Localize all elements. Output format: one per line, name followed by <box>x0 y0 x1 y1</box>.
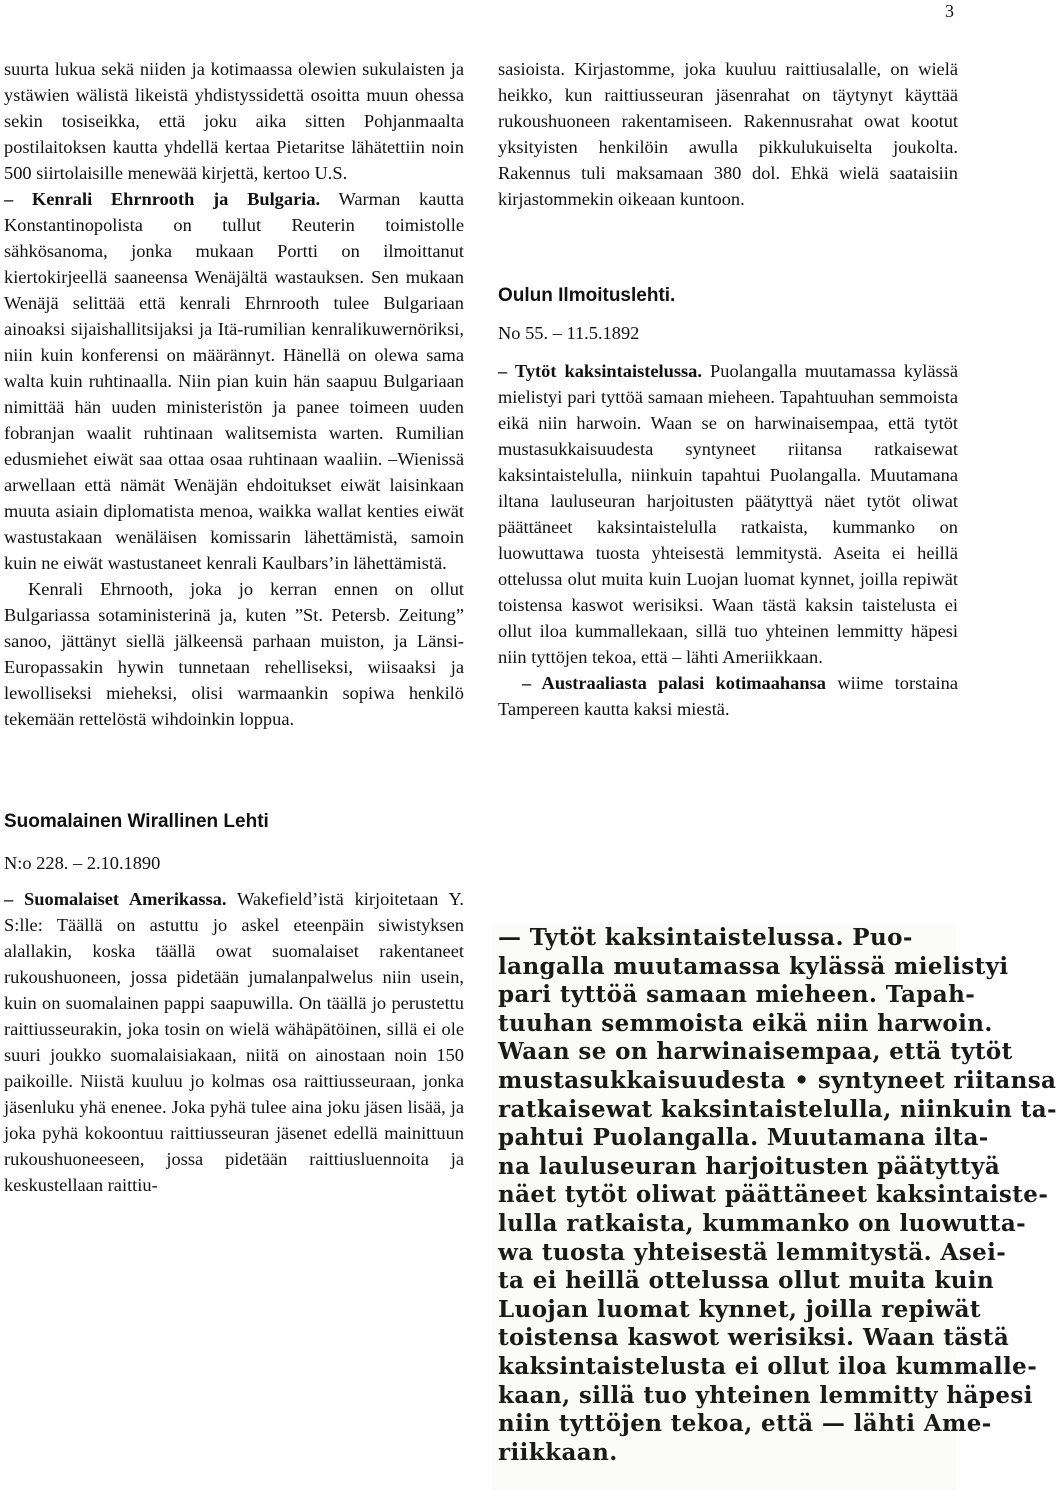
clipping-line: ratkaisewat kaksintaistelulla, niinkuin ta- <box>498 1095 1057 1123</box>
right-column <box>498 56 958 722</box>
clipping-line: ta ei heillä ottelussa ollut muita kuin <box>498 1267 995 1295</box>
article-headline: – Kenrali Ehrnrooth ja Bulgaria. <box>4 189 321 209</box>
clipping-line: mustasukkaisuudesta • syntyneet riitansa <box>498 1066 1057 1094</box>
clipping-line: Luojan luomat kynnet, joilla repiwät <box>498 1295 981 1323</box>
article-body: Wakefield’istä kirjoitetaan Y. S:lle: Täällä on astuttu jo askel eteenpäin siwistyksen alallakin, koska täällä owat suomalaiset rakentaneet rukoushuoneen, jossa pidetään jumalanpalwelus niin usein, kuin on suomalainen pappi saapuwilla. On täällä jo perustettu raittiusseurakin, joka tosin on wielä wähäpätöinen, sillä ei ole suuri joukko suomalaisiakaan, niitä on ainostaan noin 150 paikoille. Niistä kuuluu jo kolmas osa raittiusseuraan, jonka jäsenluku yhä enenee. Joka pyhä tulee aina joku jäsen lisää, ja joka pyhä kokoontuu raittiusseuran jäsenet edellä mainittuun rukoushuoneeseen, jossa pidetään raittiusluennoita ja keskustellaan raittiu- <box>4 889 464 1195</box>
clipping-line: kaan, sillä tuo yhteinen lemmitty häpesi <box>498 1381 1033 1409</box>
clipping-line: langalla muutamassa kylässä mielistyi <box>498 952 1009 980</box>
issue-number: No 55. – 11.5.1892 <box>498 323 640 343</box>
article-paragraph-2: Kenrali Ehrnooth, joka jo kerran ennen on ollut Bulgariassa sotaministerinä ja, kuten ”St. Petersb. Zeitung” sanoo, jättänyt siellä jälkeensä parhaan muiston, ja Länsi-Europassakin hywin tunnetaan rehelliseksi, wiisaaksi ja lewolliseksi mieheksi, olisi warmaankin sopiwa henkilö tekemään rettelöstä wihdoinkin loppua. <box>4 579 464 729</box>
continued-paragraph: sasioista. Kirjastomme, joka kuuluu raittiusalalle, on wielä heikko, kun raittiusseuran jäsenrahat on täytynyt käyttää rukoushuoneen rakentamiseen. Rakennusrahat owat kootut yksityisten henkilöin awulla pikkulukuiselta joukolta. Rakennus tuli maksamaan 380 dol. Ehkä wielä saataisiin kirjastommekin oikeaan kuntoon. <box>498 59 958 209</box>
clipping-line: pahtui Puolangalla. Muutamana ilta- <box>498 1124 989 1152</box>
clipping-line: wa tuosta yhteisestä lemmitystä. Asei- <box>498 1238 1007 1266</box>
article-paragraph <box>4 186 464 576</box>
article-paragraph <box>498 358 958 670</box>
clipping-line: Waan se on harwinaisempaa, että tytöt <box>498 1038 1013 1066</box>
clipping-line: riikkaan. <box>498 1438 618 1466</box>
clipping-line: pari tyttöä samaan mieheen. Tapah- <box>498 981 976 1009</box>
clipping-line: — Tytöt kaksintaistelussa. Puo- <box>498 924 913 951</box>
clipping-line: lulla ratkaista, kummanko on luowutta- <box>498 1209 1027 1237</box>
article-headline: – Austraaliasta palasi kotimaahansa <box>522 673 826 693</box>
section-title: Suomalainen Wirallinen Lehti <box>4 811 269 832</box>
clipping-line: näet tytöt oliwat päättäneet kaksintaiste- <box>498 1181 1049 1209</box>
issue-number: N:o 228. – 2.10.1890 <box>4 853 161 873</box>
page-number: 3 <box>945 1 954 21</box>
article-paragraph-2 <box>498 670 958 722</box>
clipping-line: niin tyttöjen tekoa, että — lähti Ame- <box>498 1410 992 1438</box>
clipping-line: na lauluseuran harjoitusten päätyttyä <box>498 1152 1001 1180</box>
newspaper-clipping-image <box>492 924 1057 1490</box>
clipping-line: kaksintaistelusta ei ollut iloa kummalle- <box>498 1352 1038 1380</box>
article-paragraph <box>4 886 464 1198</box>
clipping-line: tuuhan semmoista eikä niin harwoin. <box>498 1009 993 1037</box>
article-headline: – Suomalaiset Amerikassa. <box>4 889 227 909</box>
section-title: Oulun Ilmoituslehti. <box>498 285 676 306</box>
clipping-line: toistensa kaswot werisiksi. Waan tästä <box>498 1324 1010 1352</box>
article-body: Warman kautta Konstantinopolista on tullut Reuterin toimistolle sähkösanoma, jonka mukaan Portti on ilmoittanut kiertokirjeellä saaneensa Wenäjältä wastauksen. Sen mukaan Wenäjä selittää että kenrali Ehrnrooth tulee Bulgariaan ainoaksi sijaishallitsijaksi ja Itä-rumilian kenralikuwernöriksi, niin kuin konferensi on määrännyt. Hänellä on olewa sama walta kuin ruhtinaalla. Niin pian kuin hän saapuu Bulgariaan nimittää hän uuden ministeristön ja panee toimeen uuden fobranjan waalit ruhtinaan walitsemista warten. Rumilian edusmiehet eiwät saa ottaa osaa ruhtinaan waaliin. –Wienissä arwellaan että nämät Wenäjän ehdoitukset eiwät laisinkaan muuta asiain diplomatista menoa, waikka wallat kenties eiwät wastustakaan wenäläisen komissarin lähettämistä, samoin kuin ne eiwät wastustaneet kenrali Kaulbars’in lähettämistä. <box>4 189 464 573</box>
article-body: Puolangalla muutamassa kylässä mielistyi pari tyttöä samaan mieheen. Tapahtuuhan semmoista eikä niin harwoin. Waan se on harwinaisempaa, että tytöt mustasukkaisuudesta syntyneet riitansa ratkaisewat kaksintaistelulla, niinkuin tapahtui Puolangalla. Muutamana iltana lauluseuran harjoitusten päätyttyä näet tytöt oliwat päättäneet kaksintaistelulla ratkaista, kummanko on luowuttawa tuosta yhteisestä lemmitystä. Aseita ei heillä ottelussa olut muita kuin Luojan luomat kynnet, joilla repiwät toistensa kaswot werisiksi. Waan tästä kaksin taistelusta ei ollut iloa kummallekaan, sillä tuo yhteinen lemmitty häpesi niin tyttöjen tekoa, että – lähti Ameriikkaan. <box>498 361 958 667</box>
article-headline: – Tytöt kaksintaistelussa. <box>498 361 702 381</box>
article-body: wiime torstaina Tampereen kautta kaksi miestä. <box>498 673 958 719</box>
left-column <box>4 56 464 1198</box>
continued-paragraph: suurta lukua sekä niiden ja kotimaassa olewien sukulaisten ja ystäwien wälistä likeistä yhdistyssidettä osoitta muun ohessa sekin tosiseikka, että joku aika sitten Pohjanmaalta postilaitoksen kautta yhdellä kertaa Pietaritse lähätettiin noin 500 siirtolaisille menewää kirjettä, kertoo U.S. <box>4 59 464 183</box>
